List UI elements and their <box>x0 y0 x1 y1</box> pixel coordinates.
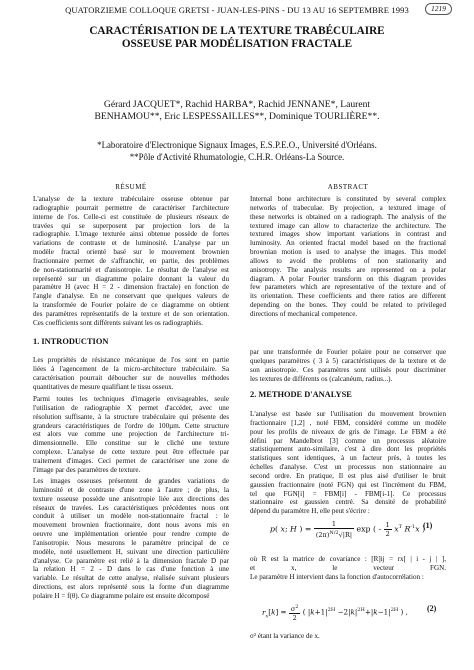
page-number: 1219 <box>425 3 452 15</box>
text-line: statistiques sont identiques, à un facteur près, à toutes les <box>250 454 446 463</box>
text-line: Les images osseuses présentent de grandes variations de <box>33 477 229 485</box>
text-line: L'analyse est basée sur l'utilisation du mouvement brownien <box>250 410 446 418</box>
text-line: texture osseuse possède une anisotropie liée aux directions des <box>33 494 229 503</box>
text-line: travées qui se superposent par projection lors de la <box>33 221 229 230</box>
affiliation-1: *Laboratoire d'Electronique Signaux Images, E.S.P.E.O., Université d'Orléans. <box>97 140 377 150</box>
paper-title-line-1: CARACTÉRISATION DE LA TEXTURE TRABÉCULAIRE <box>89 25 385 37</box>
text-line: son anisotropie. Ces paramètres sont utilisés pour discriminer <box>250 365 446 374</box>
text-line: défini par Mandelbrot [3] comme un processus aléatoire <box>250 436 446 445</box>
text-line: paramètre H (avec H = 2 - dimension fractale) en fonction de <box>33 283 229 292</box>
text-line: par une transformée de Fourier polaire pour ne conserver que <box>250 348 446 356</box>
text-line: Internal bone architecture is constituted by several complex <box>250 195 446 203</box>
text-line: l'image par des paramètres de texture. <box>33 465 141 474</box>
text-line: conduit à utiliser un modèle non-stationnaire fractal : le <box>33 512 229 521</box>
text-line: σ² étant la variance de x. <box>250 632 320 640</box>
section-2-heading: 2. METHODE D'ANALYSE <box>250 390 352 399</box>
text-line: les textures de différents os (calcanéum, radius...). <box>250 374 393 383</box>
text-line: quantitatives de mesure qualifiant le tissu osseux. <box>33 382 174 391</box>
text-line: Les propriétés de résistance mécanique de l'os sont en partie <box>33 356 229 364</box>
text-line: anisotropy. The analysis results are represented on a polar <box>250 265 446 274</box>
text-line: textured image can allow to characterize the architecture. The <box>250 221 446 230</box>
text-line: la relation H = 2 - D dans le cas d'une fonction à une <box>33 565 229 574</box>
text-line: dépend du paramètre H, elle peut s'écrire : <box>250 507 370 516</box>
text-line: l'utilisation de radiographie X permet d'accéder, avec une <box>33 403 229 412</box>
text-line: d'analyse. Ce paramètre est relié à la dimension fractale D par <box>33 556 229 565</box>
section-2-paragraph-1 <box>250 410 446 516</box>
text-line: statistiquement auto-similaire, c'est à dire dont les propriétés <box>250 445 446 454</box>
text-line: réseaux de travées. Les caractéristiques précédentes nous ont <box>33 503 229 512</box>
text-line: la transformée de Fourier polaire de ce diagramme on obtient <box>33 301 229 310</box>
text-line: dimensionnelle. Elle constitue sur le cliché une texture <box>33 439 229 448</box>
resume-heading: RÉSUMÉ <box>115 183 147 191</box>
text-line: few parameters which are representative of the texture and of <box>250 283 446 292</box>
section-1-heading: 1. INTRODUCTION <box>33 337 109 346</box>
running-head: QUATORZIEME COLLOQUE GRETSI - JUAN-LES-PINS - DU 13 AU 16 SEPTEMBRE 1993 <box>65 5 409 15</box>
text-line: liées à l'agencement de la micro-architecture trabéculaire. Sa <box>33 364 229 373</box>
text-line: tel que FGN[i] = FBM[i] - FBM[i-1]. Ce processus <box>250 489 446 498</box>
text-line: stationnaire est gaussien centré. Sa densité de probabilité <box>250 498 446 507</box>
text-line: luminosité et de contraste d'une zone à l'autre ; de plus, la <box>33 485 229 494</box>
resume-text <box>33 195 229 328</box>
text-line: échelles d'analyse. C'est un processus non stationnaire au <box>250 463 446 472</box>
text-line: des paramètres représentatifs de la texture et de son orientation. <box>33 309 229 318</box>
text-line: grandeurs caractéristiques de l'ordre de 100µm. Cette structure <box>33 421 229 430</box>
section-1-paragraph-1 <box>33 356 229 391</box>
text-line: modèle, noté usuellement H, suivant une direction particulière <box>33 547 229 556</box>
text-line: diagram. A polar Fourier transform on this diagram provides <box>250 274 446 283</box>
text-line: complexe. L'analyse de cette texture peut être effectuée par <box>33 448 229 457</box>
text-line: second ordre. En pratique, Il est plus aisé d'utiliser le bruit <box>250 471 446 480</box>
text-line: traitement d'images. Ceci permet de caractériser une zone de <box>33 456 229 465</box>
text-line: Parmi toutes les techniques d'imagerie envisageables, seule <box>33 395 229 403</box>
text-line: quelques paramètres ( 3 à 5) caractéristiques de la texture et de <box>250 356 446 365</box>
text-line: résolution suffisante, à la structure trabéculaire qui présente des <box>33 412 229 421</box>
text-line: où R est la matrice de covariance : [R]ij = rx[ | i - j | ], <box>250 555 446 563</box>
text-line: brownian motion is used to analyse the images. This model <box>250 248 446 257</box>
abstract-heading: ABSTRACT <box>327 183 369 191</box>
text-line: fractionnaire [1,2] , noté FBM, considéré comme un modèle <box>250 418 446 427</box>
section-1-paragraph-2 <box>33 395 229 475</box>
text-line: directions, est alors représenté sous la forme d'un diagramme <box>33 583 229 592</box>
section-2-last-line <box>250 632 446 641</box>
text-line: mouvement brownien fractionnaire, dont nous avons mis en <box>33 521 229 530</box>
text-line: its orientation. These coefficients and there ratios are different <box>250 292 446 301</box>
text-line: depending on the bones. They could be related to privileged <box>250 301 446 310</box>
text-line: fractionnaire permet de s'affranchir, en partie, des problèmes <box>33 256 229 265</box>
text-line: interne de l'os. Celle-ci est constituée de plusieurs réseaux de <box>33 212 229 221</box>
text-line: radiographie. L'image texturée ainsi obtenue possède de fortes <box>33 230 229 239</box>
authors-line-2: BENHAMOU**, Eric LESPESSAILLES**, Dominique TOURLIÈRE**. <box>94 111 380 122</box>
text-line: est alors vue comme une projection de l'architecture tri- <box>33 430 229 439</box>
text-line: textured images show important variations in contrast and <box>250 230 446 239</box>
equation-1: p( x; H ) = $\frac{1}{(2\pi)^{N/2}√|R|}$ exp ( - $\frac{1}{2}$ $x^T$ $R^{-1}x$ ) <box>270 520 426 540</box>
text-line: allows to avoid the problems of non stationarity and <box>250 256 446 265</box>
text-line: et x, le vecteur FGN. <box>250 563 446 572</box>
text-line: networks of trabeculae. By projection, a textured image of <box>250 203 446 212</box>
paper-title-line-2: OSSEUSE PAR MODÉLISATION FRACTALE <box>121 38 353 50</box>
text-line: luminosity. An oriented fractal model based on the fractional <box>250 239 446 248</box>
text-line: variable. Le résultat de cette analyse, réalisée suivant plusieurs <box>33 574 229 583</box>
text-line: gaussien fractionnaire (noté FGN) qui est l'incrément du FBM, <box>250 480 446 489</box>
text-line: polaire H = f(θ). Ce diagramme polaire est ensuite décomposé <box>33 591 210 600</box>
abstract-text <box>250 195 446 319</box>
text-line: radiographie pourrait permettre de caractériser l'architecture <box>33 203 229 212</box>
text-line: oeuvre une implémentation orientée pour rendre compte de <box>33 530 229 539</box>
text-line: L'analyse de la texture trabéculaire osseuse obtenue par <box>33 195 229 203</box>
equation-2-number: (2) <box>427 604 437 613</box>
text-line: Ces coefficients sont différents suivant les os radiographiés. <box>33 318 203 327</box>
text-line: caractérisation pourrait déboucher sur de nouvelles méthodes <box>33 373 229 382</box>
text-line: these networks is obtained on a radiograph. The analysis of the <box>250 212 446 221</box>
text-line: pour les profils de niveaux de gris de l'image. Le FBM a été <box>250 427 446 436</box>
text-line: modèle fractal orienté basé sur le mouvement brownien <box>33 248 229 257</box>
text-line: l'angle d'analyse. En ne conservant que quelques valeurs de <box>33 292 229 301</box>
intro-continued-text <box>250 348 446 383</box>
text-line: de non-stationnarité et d'anisotropie. Le résultat de l'analyse est <box>33 265 229 274</box>
equation-2: $r_x[k]$ = $\frac{\sigma^2}{2}$ ( $|k+1|^{2H} -2|k|^{2H}+|k-1|^{2H}$ ) , <box>262 604 408 623</box>
affiliation-2: **Pôle d'Activité Rhumatologie, C.H.R. Orléans-La Source. <box>129 152 345 162</box>
text-line: variations de contraste et de luminosité. L'analyse par un <box>33 239 229 248</box>
text-line: représenté sur un diagramme polaire donnant la valeur du <box>33 274 229 283</box>
section-1-paragraph-3 <box>33 477 229 601</box>
equation-1-number: (1) <box>423 521 433 530</box>
text-line: Le paramètre H intervient dans la fonction d'autocorrélation : <box>250 572 424 581</box>
authors-line-1: Gérard JACQUET*, Rachid HARBA*, Rachid JENNANE*, Laurent <box>103 99 371 110</box>
text-line: l'anisotropie. Nous mesurons le paramètre principal de ce <box>33 538 229 547</box>
section-2-after-equation-1 <box>250 555 446 582</box>
text-line: directions of mechanical competence. <box>250 309 358 318</box>
